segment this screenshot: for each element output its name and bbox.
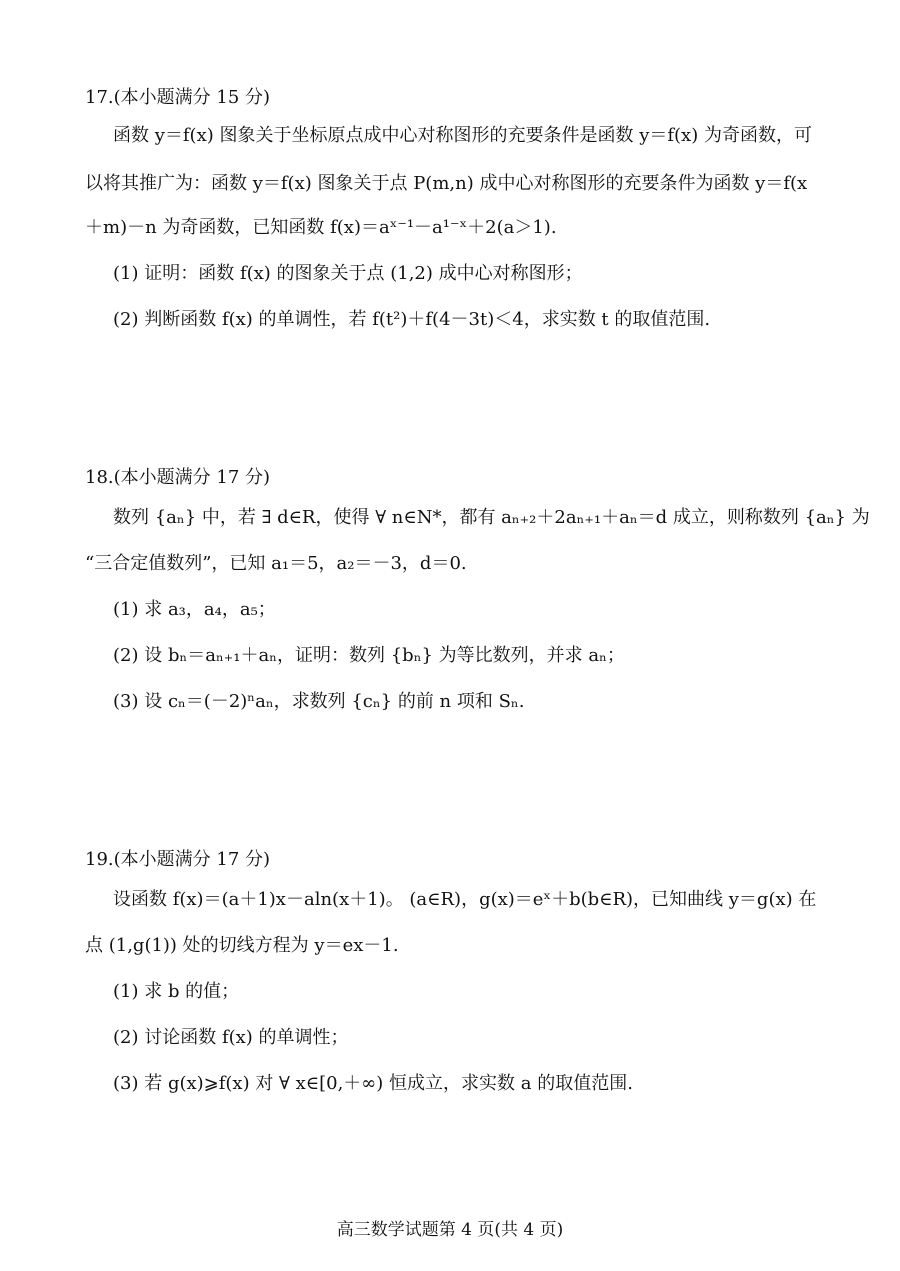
problem-17-part-1: (1) 证明：函数 f(x) 的图象关于点 (1,2) 成中心对称图形； xyxy=(113,263,583,284)
problem-17-part-2: (2) 判断函数 f(x) 的单调性，若 f(t²)＋f(4－3t)＜4，求实数 t 的取值范围. xyxy=(113,309,711,330)
problem-18-part-3: (3) 设 cₙ＝(－2)ⁿaₙ，求数列 {cₙ} 的前 n 项和 Sₙ. xyxy=(113,691,525,712)
problem-19-line-1: 设函数 f(x)＝(a＋1)x－aln(x＋1)。 (a∈R)，g(x)＝eˣ＋b(b∈R)，已知曲线 y＝g(x) 在 xyxy=(113,889,817,910)
problem-17-header: 17.(本小题满分 15 分) xyxy=(85,87,271,108)
problem-17-line-1: 函数 y＝f(x) 图象关于坐标原点成中心对称图形的充要条件是函数 y＝f(x) 为奇函数，可 xyxy=(113,125,812,146)
problem-18-part-2: (2) 设 bₙ＝aₙ₊₁＋aₙ，证明：数列 {bₙ} 为等比数列，并求 aₙ； xyxy=(113,645,625,666)
problem-19-part-1: (1) 求 b 的值； xyxy=(113,981,240,1002)
page-footer: 高三数学试题第 4 页(共 4 页) xyxy=(336,1220,564,1240)
problem-19-line-2: 点 (1,g(1)) 处的切线方程为 y＝ex－1. xyxy=(85,935,399,956)
problem-17-line-2: 以将其推广为：函数 y＝f(x) 图象关于点 P(m,n) 成中心对称图形的充要条件为函数 y＝f(x xyxy=(85,173,808,194)
problem-18-line-2: “三合定值数列”，已知 a₁＝5，a₂＝－3，d＝0. xyxy=(85,553,467,574)
problem-19-part-3: (3) 若 g(x)⩾f(x) 对 ∀ x∈[0,＋∞) 恒成立，求实数 a 的取值范围. xyxy=(113,1073,633,1094)
problem-18-header: 18.(本小题满分 17 分) xyxy=(85,467,271,488)
problem-17-line-3: ＋m)－n 为奇函数，已知函数 f(x)＝aˣ⁻¹－a¹⁻ˣ＋2(a＞1). xyxy=(85,217,557,238)
problem-19-part-2: (2) 讨论函数 f(x) 的单调性； xyxy=(113,1027,349,1048)
problem-18-part-1: (1) 求 a₃，a₄，a₅； xyxy=(113,599,276,620)
problem-18-line-1: 数列 {aₙ} 中，若 ∃ d∈R，使得 ∀ n∈N*，都有 aₙ₊₂＋2aₙ₊₁＋aₙ＝d 成立，则称数列 {aₙ} 为 xyxy=(113,507,870,528)
problem-19-header: 19.(本小题满分 17 分) xyxy=(85,849,271,870)
